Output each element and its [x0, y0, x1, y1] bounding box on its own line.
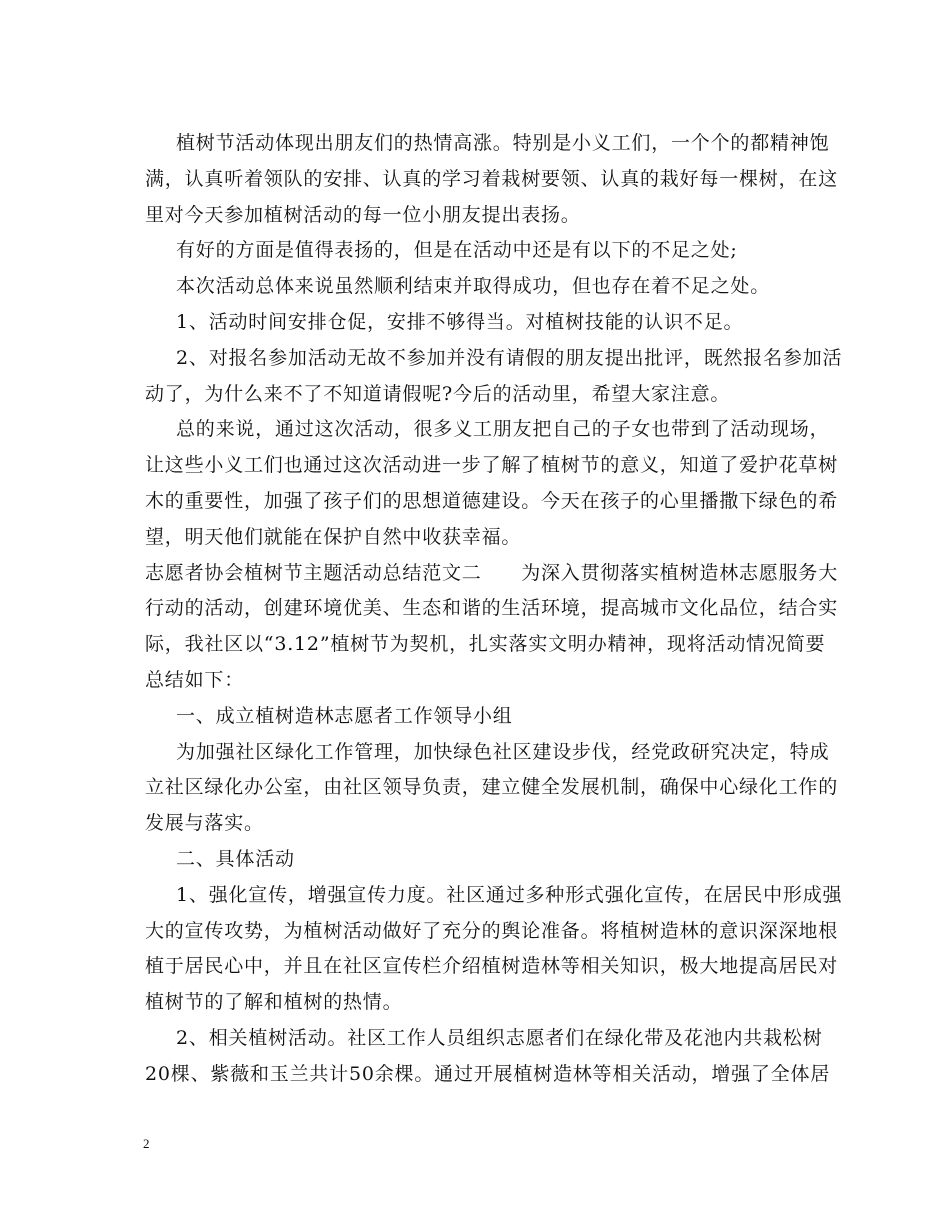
paragraph-line: 植树节活动体现出朋友们的热情高涨。特别是小义工们，一个个的都精神饱 — [176, 132, 830, 154]
section-heading: 二、具体活动 — [176, 847, 295, 870]
paragraph-line: 植树节的了解和植树的热情。 — [145, 991, 403, 1014]
paragraph-line: 满，认真听着领队的安排、认真的学习着栽树要领、认真的栽好每一棵树，在这 — [145, 167, 839, 190]
paragraph-line: 发展与落实。 — [145, 812, 264, 835]
paragraph-line: 立社区绿化办公室，由社区领导负责，建立健全发展机制，确保中心绿化工作的 — [145, 776, 839, 799]
paragraph-line: 1、活动时间安排仓促，安排不够得当。对植树技能的认识不足。 — [176, 310, 744, 333]
paragraph-line: 木的重要性，加强了孩子们的思想道德建设。今天在孩子的心里播撒下绿色的希 — [145, 489, 839, 512]
paragraph-line: 20棵、紫薇和玉兰共计50余棵。通过开展植树造林等相关活动，增强了全体居 — [145, 1062, 831, 1085]
paragraph-line: 里对今天参加植树活动的每一位小朋友提出表扬。 — [145, 203, 581, 226]
paragraph-line: 为加强社区绿化工作管理，加快绿色社区建设步伐，经党政研究决定，特成 — [176, 740, 830, 763]
paragraph-line: 行动的活动，创建环境优美、生态和谐的生活环境，提高城市文化品位，结合实 — [145, 597, 839, 620]
paragraph-line: 望，明天他们就能在保护自然中收获幸福。 — [145, 525, 522, 548]
paragraph-line: 动了，为什么来不了不知道请假呢?今后的活动里，希望大家注意。 — [145, 382, 731, 405]
paragraph-line: 总结如下： — [145, 668, 245, 691]
paragraph-line: 2、对报名参加活动无故不参加并没有请假的朋友提出批评，既然报名参加活 — [176, 346, 843, 369]
paragraph-line: 大的宣传攻势，为植树活动做好了充分的舆论准备。将植树造林的意识深深地根 — [145, 919, 839, 942]
paragraph-line: 1、强化宣传，增强宣传力度。社区通过多种形式强化宣传，在居民中形成强 — [176, 883, 843, 906]
paragraph-line: 有好的方面是值得表扬的，但是在活动中还是有以下的不足之处; — [176, 239, 738, 262]
paragraph-line: 总的来说，通过这次活动，很多义工朋友把自己的子女也带到了活动现场， — [176, 418, 830, 441]
paragraph-line: 2、相关植树活动。社区工作人员组织志愿者们在绿化带及花池内共栽松树 — [176, 1026, 823, 1049]
paragraph-line: 志愿者协会植树节主题活动总结范文二 为深入贯彻落实植树造林志愿服务大 — [145, 561, 839, 584]
document-body — [145, 126, 843, 1093]
paragraph-line: 让这些小义工们也通过这次活动进一步了解了植树节的意义，知道了爱护花草树 — [145, 454, 839, 477]
page-number: 2 — [143, 1136, 150, 1151]
paragraph-line: 际，我社区以“3.12”植树节为契机，扎实落实文明办精神，现将活动情况简要 — [145, 633, 826, 656]
section-heading: 一、成立植树造林志愿者工作领导小组 — [176, 704, 513, 727]
paragraph-line: 植于居民心中，并且在社区宣传栏介绍植树造林等相关知识，极大地提高居民对 — [145, 955, 839, 978]
paragraph-line: 本次活动总体来说虽然顺利结束并取得成功，但也存在着不足之处。 — [176, 275, 771, 298]
